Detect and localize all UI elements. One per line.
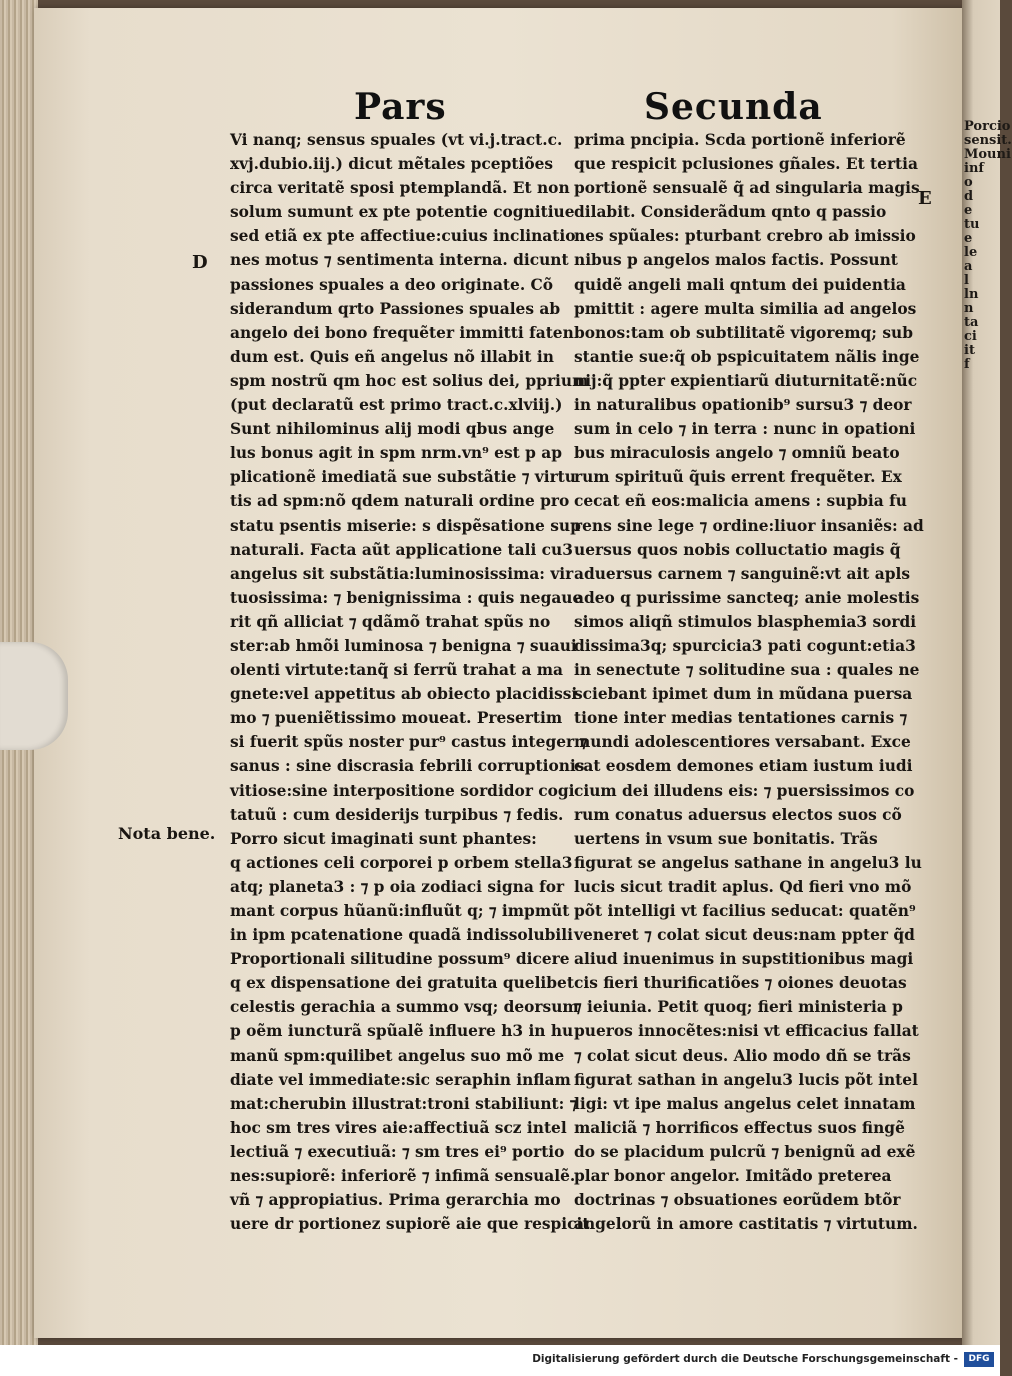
text-line: dissima3q; spurcicia3 pati cogunt:etia3 — [574, 636, 916, 655]
text-line: lucis sicut tradit aplus. Qd fieri vno mõ — [574, 877, 912, 896]
text-line: dum est. Quis eñ angelus nõ illabit in — [230, 347, 554, 366]
text-line: q actiones celi corporei p orbem stella3 — [230, 853, 573, 872]
text-line: ster:ab hmõi luminosa ⁊ benigna ⁊ suaui — [230, 636, 577, 655]
text-line: prima pncipia. Scda portionẽ inferiorẽ — [574, 131, 906, 149]
text-line: (put declaratũ est primo tract.c.xlviij.) — [230, 396, 563, 415]
text-line: angelo dei bono frequẽter immitti faten — [230, 323, 574, 342]
text-line: simos aliqñ stimulos blasphemia3 sordi — [574, 612, 917, 631]
text-line: statu psentis miserie: s dispẽsatione sup — [230, 516, 581, 535]
text-line: in ipm pcatenatione quadã indissolubili — [230, 926, 573, 945]
text-line: mundi adolescentiores versabant. Exce — [574, 733, 911, 752]
text-line: tuosissima: ⁊ benignissima : quis negaue — [230, 588, 583, 607]
text-line: plar bonor angelor. Imitãdo preterea — [574, 1167, 892, 1186]
text-line: doctrinas ⁊ obsuationes eorũdem btõr — [574, 1191, 901, 1210]
text-line: ligi: vt ipe malus angelus celet innatam — [574, 1094, 916, 1113]
text-line: ⁊ ieiunia. Petit quoq; fieri ministeria p — [574, 998, 903, 1017]
text-line: cat eosdem demones etiam iustum iudi — [574, 757, 913, 776]
text-line: Porro sicut imaginati sunt phantes: — [230, 829, 537, 848]
text-line: bonos:tam ob subtilitatẽ vigoremq; sub — [574, 323, 913, 342]
text-line: sensit. — [964, 133, 1012, 148]
text-line: e — [964, 203, 973, 218]
text-line: n — [964, 301, 974, 316]
text-line: Proportionali silitudine possum⁹ dicere — [230, 950, 570, 969]
text-line: cis fieri thurificatiões ⁊ oiones deuotas — [574, 974, 907, 993]
text-line: veneret ⁊ colat sicut deus:nam ppter q̃d — [574, 926, 915, 945]
text-line: sciebant ipimet dum in mũdana puersa — [574, 685, 913, 704]
text-line: angelus sit substãtia:luminosissima: vir — [230, 564, 574, 583]
text-line: sanus : sine discrasia febrili corruptionis — [230, 757, 585, 776]
text-line: xvj.dubio.iij.) dicut mẽtales pceptiões — [230, 155, 554, 174]
dfg-logo: DFG — [964, 1352, 994, 1367]
text-line: olenti virtute:tanq̃ si ferrũ trahat a ma — [230, 661, 564, 680]
text-line: gnete:vel appetitus ab obiecto placidissi — [230, 685, 578, 704]
right-column — [574, 128, 924, 1236]
text-line: que respicit pclusiones gñales. Et tertia — [574, 155, 918, 174]
text-line: si fuerit spũs noster pur⁹ castus integer ⁊ — [230, 733, 588, 752]
text-line: inf — [964, 161, 984, 176]
text-line: bus miraculosis angelo ⁊ omniũ beato — [574, 444, 900, 463]
text-line: pueros innocẽtes:nisi vt efficacius fallat — [574, 1022, 919, 1041]
text-line: hoc sm tres vires aie:affectiuã scz intel — [230, 1118, 567, 1137]
text-line: sed etiã ex pte affectiue:cuius inclinatio — [230, 227, 576, 246]
book-page — [34, 8, 966, 1338]
text-line: mant corpus hũanũ:influũt q; ⁊ impmũt — [230, 902, 570, 920]
text-line: figurat se angelus sathane in angelu3 lu — [574, 853, 922, 872]
text-line: celestis gerachia a summo vsq; deorsum — [230, 998, 579, 1017]
text-line: uere dr portionez supiorẽ aie que respicit — [230, 1215, 590, 1234]
text-line: ci — [964, 329, 977, 344]
text-line: figurat sathan in angelu3 lucis põt intel — [574, 1070, 918, 1089]
margin-letter-d: D — [192, 252, 208, 273]
text-line: passiones spuales a deo originate. Cõ — [230, 275, 554, 294]
text-line: portionẽ sensualẽ q̃ ad singularia magis — [574, 179, 920, 198]
text-line: adeo q purissime sancteq; anie molestis — [574, 588, 920, 607]
text-line: ln — [964, 287, 979, 302]
text-line: q ex dispensatione dei gratuita quelibet — [230, 974, 574, 993]
text-line: dilabit. Considerãdum qnto q passio — [574, 203, 887, 222]
text-line: rum conatus aduersus electos suos cõ — [574, 805, 902, 824]
text-line: diate vel immediate:sic seraphin inflam — [230, 1070, 571, 1089]
text-line: tatuũ : cum desiderijs turpibus ⁊ fedis. — [230, 805, 564, 824]
text-line: l — [964, 273, 969, 288]
text-line: do se placidum pulcrũ ⁊ benignũ ad exẽ — [574, 1142, 916, 1161]
text-line: rens sine lege ⁊ ordine:liuor insaniẽs: ad — [574, 516, 924, 535]
text-line: nij:q̃ ppter expientiarũ diuturnitatẽ:nũc — [574, 371, 918, 390]
footer-bar — [0, 1345, 1000, 1376]
text-line: põt intelligi vt facilius seducat: quatẽn⁹ — [574, 902, 916, 920]
text-line: mat:cherubin illustrat:troni stabiliunt: ⁊ — [230, 1094, 578, 1113]
left-column — [230, 128, 590, 1236]
text-line: plicationẽ imediatã sue substãtie ⁊ virtu — [230, 468, 576, 487]
text-line: tione inter medias tentationes carnis ⁊ — [574, 709, 908, 728]
text-line: p oẽm iuncturã spũalẽ influere h3 in hu — [230, 1022, 574, 1041]
text-line: ta — [964, 315, 979, 330]
text-line: siderandum qrto Passiones spuales ab — [230, 299, 561, 318]
text-line: vñ ⁊ appropiatius. Prima gerarchia mo — [230, 1191, 561, 1210]
text-line: naturali. Facta aũt applicatione tali cu3 — [230, 540, 573, 559]
text-line: o — [964, 175, 973, 190]
margin-note-nota-bene: Nota bene. — [118, 824, 216, 843]
text-line: le — [964, 245, 978, 260]
text-line: lus bonus agit in spm nrm.vn⁹ est p ap — [230, 444, 562, 463]
text-line: stantie sue:q̃ ob pspicuitatem nãlis inge — [574, 347, 920, 366]
text-line: circa veritatẽ sposi ptemplandã. Et non — [230, 179, 570, 198]
text-line: in naturalibus opationib⁹ sursu3 ⁊ deor — [574, 396, 912, 415]
text-line: angelorũ in amore castitatis ⁊ virtutum. — [574, 1215, 918, 1234]
text-line: nibus p angelos malos factis. Possunt — [574, 251, 898, 270]
text-line: quidẽ angeli mali qntum dei puidentia — [574, 275, 906, 294]
header-right: Secunda — [644, 86, 823, 128]
text-line: nes spũales: pturbant crebro ab imissio — [574, 227, 916, 246]
text-line: uersus quos nobis colluctatio magis q̃ — [574, 540, 901, 559]
next-page-fragments — [964, 120, 1012, 372]
text-line: Vi nanq; sensus spuales (vt vi.j.tract.c. — [230, 131, 563, 149]
text-line: sum in celo ⁊ in terra : nunc in opationi — [574, 420, 916, 439]
text-line: Porcio — [964, 119, 1011, 134]
text-line: atq; planeta3 : ⁊ p oia zodiaci signa for — [230, 877, 565, 896]
text-line: a — [964, 259, 973, 274]
header-left: Pars — [354, 86, 447, 128]
text-line: rum spirituũ q̃uis errent frequẽter. Ex — [574, 468, 902, 487]
text-line: tis ad spm:nõ qdem naturali ordine pro — [230, 492, 570, 511]
text-line: uertens in vsum sue bonitatis. Trãs — [574, 829, 878, 848]
text-line: f — [964, 357, 970, 372]
book-clip — [0, 642, 68, 750]
footer-credit: Digitalisierung gefördert durch die Deutsche Forschungsgemeinschaft - — [532, 1353, 958, 1365]
margin-letter-e: E — [918, 188, 932, 209]
text-line: mo ⁊ pueniẽtissimo moueat. Presertim — [230, 709, 563, 728]
text-line: Mouni — [964, 147, 1011, 162]
text-line: ⁊ colat sicut deus. Alio modo dñ se trãs — [574, 1046, 911, 1065]
text-line: maliciã ⁊ horrificos effectus suos fingẽ — [574, 1118, 905, 1137]
text-line: aliud inuenimus in supstitionibus magi — [574, 950, 914, 969]
text-line: pmittit : agere multa similia ad angelos — [574, 299, 917, 318]
next-page-edge — [962, 0, 1012, 1345]
text-line: spm nostrũ qm hoc est solius dei, pprium — [230, 371, 589, 390]
text-line: cium dei illudens eis: ⁊ puersissimos co — [574, 781, 915, 800]
text-line: nes:supiorẽ: inferiorẽ ⁊ infimã sensualẽ. — [230, 1167, 576, 1186]
text-line: manũ spm:quilibet angelus suo mõ me — [230, 1046, 565, 1065]
text-line: aduersus carnem ⁊ sanguinẽ:vt ait apls — [574, 564, 911, 583]
text-line: e — [964, 231, 973, 246]
text-line: tu — [964, 217, 980, 232]
text-line: Sunt nihilominus alij modi qbus ange — [230, 420, 555, 439]
text-line: solum sumunt ex pte potentie cognitiue — [230, 203, 575, 222]
text-line: d — [964, 189, 974, 204]
text-line: cecat eñ eos:malicia amens : supbia fu — [574, 492, 907, 511]
text-line: in senectute ⁊ solitudine sua : quales ne — [574, 661, 920, 680]
text-line: lectiuã ⁊ executiuã: ⁊ sm tres ei⁹ portio — [230, 1142, 565, 1161]
text-line: nes motus ⁊ sentimenta interna. dicunt — [230, 251, 569, 270]
text-line: rit qñ alliciat ⁊ qdãmõ trahat spũs no — [230, 612, 551, 631]
text-line: it — [964, 343, 975, 358]
text-line: vitiose:sine interpositione sordidor cogi — [230, 781, 575, 800]
